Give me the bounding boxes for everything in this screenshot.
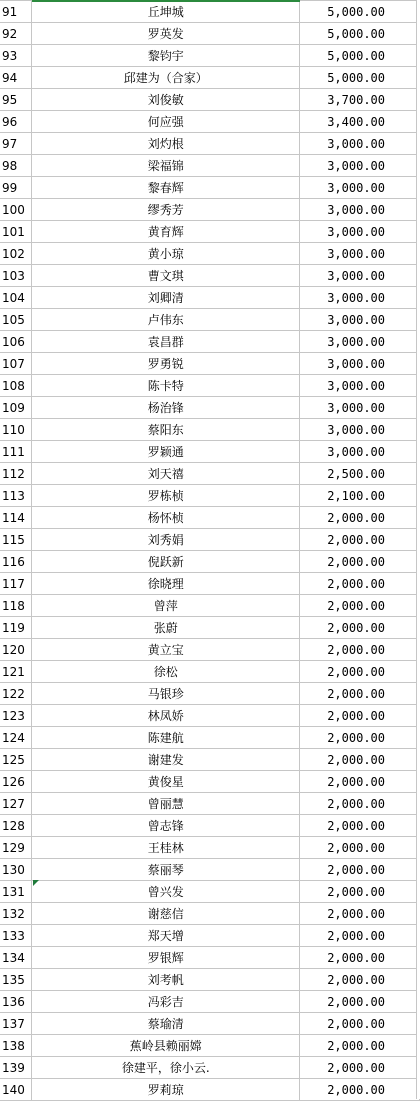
row-number-cell[interactable]: 115 xyxy=(0,529,32,551)
name-cell[interactable]: 刘天禧 xyxy=(32,463,300,485)
table-row xyxy=(0,683,420,705)
table-row xyxy=(0,331,420,353)
name-cell[interactable]: 袁昌群 xyxy=(32,331,300,353)
name-cell[interactable]: 杨治锋 xyxy=(32,397,300,419)
name-cell[interactable]: 郑天增 xyxy=(32,925,300,947)
row-number-cell[interactable]: 132 xyxy=(0,903,32,925)
name-cell[interactable]: 罗勇锐 xyxy=(32,353,300,375)
name-cell[interactable]: 谢建发 xyxy=(32,749,300,771)
table-row xyxy=(0,507,420,529)
amount-cell[interactable]: 2,000.00 xyxy=(300,969,420,991)
table-row xyxy=(0,771,420,793)
amount-cell[interactable]: 2,000.00 xyxy=(300,683,420,705)
table-row xyxy=(0,45,420,67)
name-cell[interactable]: 刘考帆 xyxy=(32,969,300,991)
table-row xyxy=(0,1013,420,1035)
name-cell[interactable]: 黄小琼 xyxy=(32,243,300,265)
table-row xyxy=(0,947,420,969)
amount-cell[interactable]: 3,000.00 xyxy=(300,199,420,221)
row-number-cell[interactable]: 131 xyxy=(0,881,32,903)
name-cell[interactable]: 罗颖通 xyxy=(32,441,300,463)
table-row xyxy=(0,551,420,573)
amount-cell[interactable]: 2,000.00 xyxy=(300,1079,420,1101)
amount-cell[interactable]: 5,000.00 xyxy=(300,67,420,89)
name-cell[interactable]: 谢慈信 xyxy=(32,903,300,925)
row-number-cell[interactable]: 99 xyxy=(0,177,32,199)
table-row xyxy=(0,89,420,111)
row-number-cell[interactable]: 103 xyxy=(0,265,32,287)
name-cell[interactable]: 刘秀娟 xyxy=(32,529,300,551)
row-number-cell[interactable]: 94 xyxy=(0,67,32,89)
row-number-cell[interactable]: 113 xyxy=(0,485,32,507)
amount-cell[interactable]: 3,000.00 xyxy=(300,441,420,463)
row-number-cell[interactable]: 138 xyxy=(0,1035,32,1057)
table-row xyxy=(0,133,420,155)
amount-cell[interactable]: 3,000.00 xyxy=(300,419,420,441)
row-number-cell[interactable]: 107 xyxy=(0,353,32,375)
amount-cell[interactable]: 5,000.00 xyxy=(300,23,420,45)
amount-cell[interactable]: 2,000.00 xyxy=(300,551,420,573)
name-cell[interactable]: 曾志锋 xyxy=(32,815,300,837)
amount-cell[interactable]: 2,000.00 xyxy=(300,529,420,551)
row-number-cell[interactable]: 120 xyxy=(0,639,32,661)
table-row xyxy=(0,1,420,23)
table-row xyxy=(0,199,420,221)
row-number-cell[interactable]: 100 xyxy=(0,199,32,221)
table-row xyxy=(0,1035,420,1057)
name-cell[interactable]: 蔡阳东 xyxy=(32,419,300,441)
amount-cell[interactable]: 2,000.00 xyxy=(300,881,420,903)
amount-cell[interactable]: 2,000.00 xyxy=(300,837,420,859)
amount-cell[interactable]: 2,100.00 xyxy=(300,485,420,507)
table-row xyxy=(0,859,420,881)
row-number-cell[interactable]: 101 xyxy=(0,221,32,243)
name-cell[interactable]: 丘坤城 xyxy=(32,1,300,23)
amount-cell[interactable]: 3,000.00 xyxy=(300,331,420,353)
name-cell[interactable]: 罗英发 xyxy=(32,23,300,45)
row-number-cell[interactable]: 92 xyxy=(0,23,32,45)
row-number-cell[interactable]: 110 xyxy=(0,419,32,441)
row-number-cell[interactable]: 127 xyxy=(0,793,32,815)
name-cell[interactable]: 刘俊敏 xyxy=(32,89,300,111)
row-number-cell[interactable]: 121 xyxy=(0,661,32,683)
table-row xyxy=(0,793,420,815)
row-number-cell[interactable]: 122 xyxy=(0,683,32,705)
table-row xyxy=(0,375,420,397)
name-cell[interactable]: 马银珍 xyxy=(32,683,300,705)
name-cell[interactable]: 罗莉琼 xyxy=(32,1079,300,1101)
amount-cell[interactable]: 2,000.00 xyxy=(300,749,420,771)
row-number-cell[interactable]: 139 xyxy=(0,1057,32,1079)
row-number-cell[interactable]: 134 xyxy=(0,947,32,969)
row-number-cell[interactable]: 112 xyxy=(0,463,32,485)
amount-cell[interactable]: 2,000.00 xyxy=(300,1035,420,1057)
amount-cell[interactable]: 5,000.00 xyxy=(300,1,420,23)
table-row xyxy=(0,177,420,199)
table-row xyxy=(0,463,420,485)
row-number-cell[interactable]: 95 xyxy=(0,89,32,111)
amount-cell[interactable]: 2,000.00 xyxy=(300,903,420,925)
selection-border xyxy=(32,0,300,2)
table-row xyxy=(0,419,420,441)
table-row xyxy=(0,639,420,661)
name-cell[interactable]: 黄育辉 xyxy=(32,221,300,243)
table-row xyxy=(0,573,420,595)
amount-cell[interactable]: 5,000.00 xyxy=(300,45,420,67)
name-cell[interactable]: 黎春辉 xyxy=(32,177,300,199)
name-cell[interactable]: 蔡瑜清 xyxy=(32,1013,300,1035)
name-cell[interactable]: 缪秀芳 xyxy=(32,199,300,221)
name-cell[interactable]: 张蔚 xyxy=(32,617,300,639)
row-number-cell[interactable]: 130 xyxy=(0,859,32,881)
row-number-cell[interactable]: 140 xyxy=(0,1079,32,1101)
table-row xyxy=(0,67,420,89)
name-cell[interactable]: 陈卡特 xyxy=(32,375,300,397)
amount-cell[interactable]: 2,000.00 xyxy=(300,925,420,947)
row-number-cell[interactable]: 93 xyxy=(0,45,32,67)
table-row xyxy=(0,23,420,45)
amount-cell[interactable]: 2,000.00 xyxy=(300,815,420,837)
amount-cell[interactable]: 2,000.00 xyxy=(300,1013,420,1035)
table-row xyxy=(0,595,420,617)
amount-cell[interactable]: 2,000.00 xyxy=(300,991,420,1013)
amount-cell[interactable]: 3,000.00 xyxy=(300,375,420,397)
sheet-right-edge xyxy=(416,0,420,1099)
table-row xyxy=(0,353,420,375)
name-cell[interactable]: 梁福锦 xyxy=(32,155,300,177)
name-cell[interactable]: 冯彩吉 xyxy=(32,991,300,1013)
row-number-cell[interactable]: 136 xyxy=(0,991,32,1013)
table-row xyxy=(0,265,420,287)
row-number-cell[interactable]: 123 xyxy=(0,705,32,727)
amount-cell[interactable]: 2,000.00 xyxy=(300,1057,420,1079)
amount-cell[interactable]: 3,000.00 xyxy=(300,309,420,331)
row-number-cell[interactable]: 124 xyxy=(0,727,32,749)
table-row xyxy=(0,903,420,925)
name-cell[interactable]: 黄俊星 xyxy=(32,771,300,793)
row-number-cell[interactable]: 111 xyxy=(0,441,32,463)
table-row xyxy=(0,727,420,749)
name-cell[interactable]: 徐松 xyxy=(32,661,300,683)
amount-cell[interactable]: 2,000.00 xyxy=(300,573,420,595)
row-number-cell[interactable]: 133 xyxy=(0,925,32,947)
table-row xyxy=(0,749,420,771)
name-cell[interactable]: 王桂林 xyxy=(32,837,300,859)
table-row xyxy=(0,243,420,265)
table-row xyxy=(0,155,420,177)
table-row xyxy=(0,661,420,683)
table-row xyxy=(0,815,420,837)
amount-cell[interactable]: 2,000.00 xyxy=(300,859,420,881)
row-number-cell[interactable]: 104 xyxy=(0,287,32,309)
table-row xyxy=(0,287,420,309)
amount-cell[interactable]: 3,000.00 xyxy=(300,133,420,155)
row-number-cell[interactable]: 118 xyxy=(0,595,32,617)
table-row xyxy=(0,837,420,859)
amount-cell[interactable]: 3,000.00 xyxy=(300,353,420,375)
amount-cell[interactable]: 3,000.00 xyxy=(300,397,420,419)
table-row xyxy=(0,705,420,727)
row-number-cell[interactable]: 116 xyxy=(0,551,32,573)
table-row xyxy=(0,925,420,947)
table-row xyxy=(0,1057,420,1079)
name-cell[interactable]: 倪跃新 xyxy=(32,551,300,573)
row-number-cell[interactable]: 129 xyxy=(0,837,32,859)
row-number-cell[interactable]: 119 xyxy=(0,617,32,639)
name-cell[interactable]: 刘卿清 xyxy=(32,287,300,309)
name-cell[interactable]: 曾丽慧 xyxy=(32,793,300,815)
name-cell[interactable]: 曾萍 xyxy=(32,595,300,617)
table-row xyxy=(0,221,420,243)
table-row xyxy=(0,485,420,507)
name-cell[interactable]: 罗栋桢 xyxy=(32,485,300,507)
name-cell[interactable]: 蕉岭县赖丽嫦 xyxy=(32,1035,300,1057)
name-cell[interactable]: 刘灼根 xyxy=(32,133,300,155)
name-cell[interactable]: 曹文琪 xyxy=(32,265,300,287)
table-row xyxy=(0,397,420,419)
row-number-cell[interactable]: 137 xyxy=(0,1013,32,1035)
row-number-cell[interactable]: 109 xyxy=(0,397,32,419)
name-cell[interactable]: 蔡丽琴 xyxy=(32,859,300,881)
table-row xyxy=(0,881,420,903)
row-number-cell[interactable]: 117 xyxy=(0,573,32,595)
amount-cell[interactable]: 2,000.00 xyxy=(300,793,420,815)
row-number-cell[interactable]: 128 xyxy=(0,815,32,837)
amount-cell[interactable]: 2,000.00 xyxy=(300,947,420,969)
name-cell[interactable]: 陈建航 xyxy=(32,727,300,749)
name-cell[interactable]: 黄立宝 xyxy=(32,639,300,661)
amount-cell[interactable]: 2,000.00 xyxy=(300,771,420,793)
name-cell[interactable]: 罗银辉 xyxy=(32,947,300,969)
amount-cell[interactable]: 3,400.00 xyxy=(300,111,420,133)
table-row xyxy=(0,441,420,463)
name-cell[interactable]: 黎钧宇 xyxy=(32,45,300,67)
table-row xyxy=(0,969,420,991)
row-number-cell[interactable]: 106 xyxy=(0,331,32,353)
row-number-cell[interactable]: 105 xyxy=(0,309,32,331)
name-cell[interactable]: 徐晓理 xyxy=(32,573,300,595)
name-cell[interactable]: 卢伟东 xyxy=(32,309,300,331)
amount-cell[interactable]: 3,000.00 xyxy=(300,177,420,199)
row-number-cell[interactable]: 125 xyxy=(0,749,32,771)
table-body xyxy=(0,1,420,1101)
amount-cell[interactable]: 2,000.00 xyxy=(300,661,420,683)
amount-cell[interactable]: 3,000.00 xyxy=(300,155,420,177)
name-cell[interactable]: 曾兴发 xyxy=(32,881,300,903)
table-row xyxy=(0,111,420,133)
row-number-cell[interactable]: 91 xyxy=(0,1,32,23)
amount-cell[interactable]: 2,000.00 xyxy=(300,595,420,617)
table-row xyxy=(0,309,420,331)
name-cell[interactable]: 何应强 xyxy=(32,111,300,133)
amount-cell[interactable]: 3,000.00 xyxy=(300,287,420,309)
amount-cell[interactable]: 2,000.00 xyxy=(300,705,420,727)
amount-cell[interactable]: 2,000.00 xyxy=(300,727,420,749)
table-row xyxy=(0,617,420,639)
row-number-cell[interactable]: 98 xyxy=(0,155,32,177)
row-number-cell[interactable]: 126 xyxy=(0,771,32,793)
row-number-cell[interactable]: 102 xyxy=(0,243,32,265)
amount-cell[interactable]: 3,000.00 xyxy=(300,265,420,287)
amount-cell[interactable]: 2,000.00 xyxy=(300,507,420,529)
table-row xyxy=(0,1079,420,1101)
amount-cell[interactable]: 2,000.00 xyxy=(300,639,420,661)
name-cell[interactable]: 徐建平，徐小云. xyxy=(32,1057,300,1079)
name-cell[interactable]: 杨怀桢 xyxy=(32,507,300,529)
amount-cell[interactable]: 2,000.00 xyxy=(300,617,420,639)
amount-cell[interactable]: 3,000.00 xyxy=(300,221,420,243)
row-number-cell[interactable]: 96 xyxy=(0,111,32,133)
amount-cell[interactable]: 3,000.00 xyxy=(300,243,420,265)
table-row xyxy=(0,529,420,551)
row-number-cell[interactable]: 97 xyxy=(0,133,32,155)
name-cell[interactable]: 邱建为（合家） xyxy=(32,67,300,89)
row-number-cell[interactable]: 114 xyxy=(0,507,32,529)
cell-comment-marker xyxy=(33,880,39,886)
amount-cell[interactable]: 2,500.00 xyxy=(300,463,420,485)
table-row xyxy=(0,991,420,1013)
row-number-cell[interactable]: 108 xyxy=(0,375,32,397)
name-cell[interactable]: 林凤娇 xyxy=(32,705,300,727)
amount-cell[interactable]: 3,700.00 xyxy=(300,89,420,111)
row-number-cell[interactable]: 135 xyxy=(0,969,32,991)
